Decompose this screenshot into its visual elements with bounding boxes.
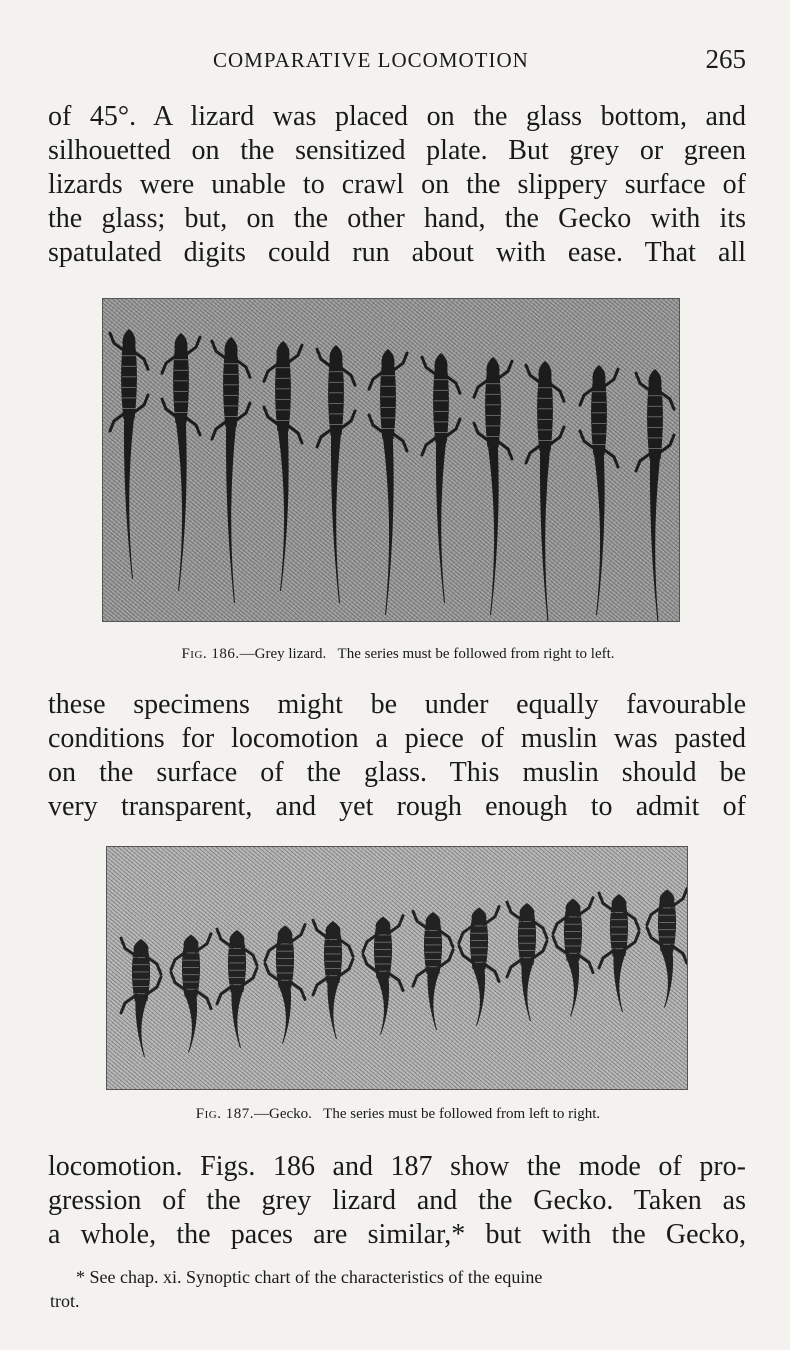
footnote xyxy=(50,1265,748,1313)
lizard-silhouette xyxy=(110,329,148,579)
figure-label: Fig. 187. xyxy=(195,1106,254,1122)
figure-186-grey-lizard-image xyxy=(102,298,680,622)
paragraph-1 xyxy=(48,100,746,270)
lizard-silhouette xyxy=(212,337,250,603)
lizard-silhouette xyxy=(459,907,499,1026)
footnote-line: trot. xyxy=(50,1291,80,1311)
lizard-silhouette xyxy=(317,345,355,603)
page-edge xyxy=(790,0,800,1350)
figure-186-caption xyxy=(48,646,748,663)
text-line: these specimens might be under equally favourable xyxy=(48,689,746,720)
lizard-silhouette xyxy=(265,925,305,1044)
lizard-silhouette xyxy=(422,353,460,603)
figure-note: The series must be followed from right to left. xyxy=(337,646,615,662)
paragraph-2 xyxy=(48,688,746,824)
text-line: spatulated digits could run about with ease. That all xyxy=(48,237,746,268)
text-line: of 45°. A lizard was placed on the glass bottom, and xyxy=(48,101,746,132)
lizard-silhouette xyxy=(313,920,353,1039)
lizard-silhouette xyxy=(526,361,564,621)
text-line: the glass; but, on the other hand, the Gecko with its xyxy=(48,203,746,234)
figure-187-caption xyxy=(48,1106,748,1123)
lizard-silhouette xyxy=(162,333,200,591)
lizard-silhouette xyxy=(636,369,674,621)
figure-187-gecko-image xyxy=(106,846,688,1090)
text-line: very transparent, and yet rough enough to admit of xyxy=(48,791,746,822)
lizard-silhouette xyxy=(580,365,618,615)
running-head xyxy=(48,44,750,78)
gecko-silhouettes xyxy=(107,847,687,1089)
text-line: gression of the grey lizard and the Gecko. Taken as xyxy=(48,1185,746,1216)
figure-subject: —Gecko. xyxy=(254,1106,312,1122)
grey-lizard-silhouettes xyxy=(103,299,679,621)
lizard-silhouette xyxy=(507,902,547,1021)
running-title: COMPARATIVE LOCOMOTION xyxy=(213,48,529,72)
page-number: 265 xyxy=(705,44,746,74)
figure-note: The series must be followed from left to right. xyxy=(323,1106,601,1122)
lizard-silhouette xyxy=(171,934,211,1053)
footnote-line: * See chap. xi. Synoptic chart of the characteristics of the equine xyxy=(76,1267,543,1287)
lizard-silhouette xyxy=(121,938,161,1057)
text-line: lizards were unable to crawl on the slippery surface of xyxy=(48,169,746,200)
lizard-silhouette xyxy=(553,898,593,1017)
text-line: locomotion. Figs. 186 and 187 show the mode of pro- xyxy=(48,1151,746,1182)
text-line: conditions for locomotion a piece of muslin was pasted xyxy=(48,723,746,754)
lizard-silhouette xyxy=(413,911,453,1030)
lizard-silhouette xyxy=(264,341,302,591)
lizard-silhouette xyxy=(363,916,403,1035)
lizard-silhouette xyxy=(647,889,687,1008)
text-line: silhouetted on the sensitized plate. But grey or green xyxy=(48,135,746,166)
lizard-silhouette xyxy=(369,349,407,615)
figure-label: Fig. 186. xyxy=(181,646,240,662)
paragraph-3 xyxy=(48,1150,746,1252)
text-line: a whole, the paces are similar,* but with the Gecko, xyxy=(48,1219,746,1250)
text-line: on the surface of the glass. This muslin should be xyxy=(48,757,746,788)
figure-subject: —Grey lizard. xyxy=(239,646,327,662)
lizard-silhouette xyxy=(599,893,639,1012)
lizard-silhouette xyxy=(474,357,512,615)
lizard-silhouette xyxy=(217,929,257,1048)
